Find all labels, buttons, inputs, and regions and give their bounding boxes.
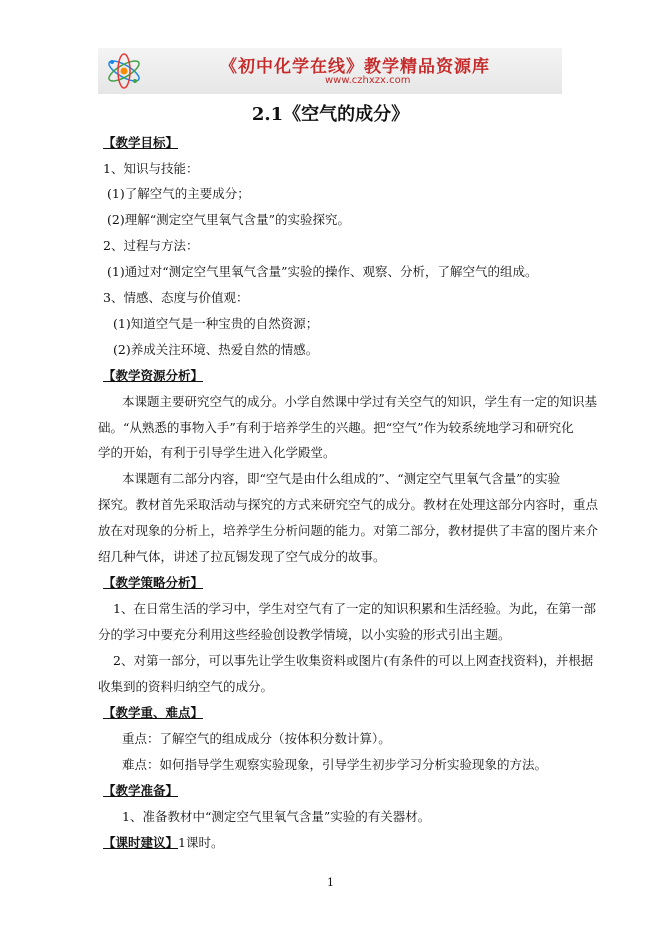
heading-preparation: 【教学准备】 <box>103 783 179 798</box>
body-line: 本课题有二部分内容，即“空气是由什么组成的”、“测定空气里氧气含量”的实验 <box>122 471 561 486</box>
heading-key-points: 【教学重、难点】 <box>103 705 204 720</box>
heading-strategy-analysis: 【教学策略分析】 <box>103 575 204 590</box>
body-line: 2、对第一部分，可以事先让学生收集资料或图片(有条件的可以上网查找资料)，并根据 <box>113 653 594 668</box>
body-line: (2)养成关注环境、热爱自然的情感。 <box>113 342 319 357</box>
body-line: 绍几种气体，讲述了拉瓦锡发现了空气成分的故事。 <box>98 549 386 564</box>
page-number: 1 <box>327 876 334 889</box>
body-line: (1)知道空气是一种宝贵的自然资源； <box>113 316 319 331</box>
body-line: 探究。教材首先采取活动与探究的方式来研究空气的成分。教材在处理这部分内容时，重点 <box>98 497 599 512</box>
heading-teaching-goals: 【教学目标】 <box>103 135 179 150</box>
body-line: 2、过程与方法： <box>103 238 199 253</box>
heading-resource-analysis: 【教学资源分析】 <box>103 368 204 383</box>
body-line: 收集到的资料归纳空气的成分。 <box>98 679 274 694</box>
body-line: 础。“从熟悉的事物入手”有利于培养学生的兴趣。把“空气”作为较系统地学习和研究化 <box>98 420 574 435</box>
body-line: 学的开始，有利于引导学生进入化学殿堂。 <box>98 445 336 460</box>
body-line: 分的学习中要充分利用这些经验创设教学情境，以小实验的形式引出主题。 <box>98 627 511 642</box>
body-line: (1)了解空气的主要成分； <box>107 186 250 201</box>
body-line: 难点：如何指导学生观察实验现象，引导学生初步学习分析实验现象的方法。 <box>122 757 548 772</box>
body-line: 重点：了解空气的组成成分（按体积分数计算）。 <box>122 731 391 746</box>
body-line: 放在对现象的分析上，培养学生分析问题的能力。对第二部分，教材提供了丰富的图片来介 <box>98 523 599 538</box>
atom-logo-icon <box>104 50 144 92</box>
class-hours-value: 1课时。 <box>178 835 224 850</box>
class-hours-line <box>103 835 223 851</box>
body-line: 1、准备教材中“测定空气里氧气含量”实验的有关器材。 <box>122 809 431 824</box>
body-line: (1)通过对“测定空气里氧气含量”实验的操作、观察、分析，了解空气的组成。 <box>107 264 538 279</box>
body-line: (2)理解“测定空气里氧气含量”的实验探究。 <box>107 212 350 227</box>
body-line: 1、知识与技能： <box>103 161 199 176</box>
heading-class-hours: 【课时建议】 <box>103 835 179 850</box>
body-line: 3、情感、态度与价值观： <box>103 290 249 305</box>
document-title: 2.1《空气的成分》 <box>251 104 410 125</box>
body-line: 本课题主要研究空气的成分。小学自然课中学过有关空气的知识，学生有一定的知识基 <box>122 394 598 409</box>
body-line: 1、在日常生活的学习中，学生对空气有了一定的知识积累和生活经验。为此，在第一部 <box>113 601 596 616</box>
banner-url: www.czhxzx.com <box>325 75 411 86</box>
banner-title: 《初中化学在线》教学精品资源库 <box>220 57 490 77</box>
header-banner <box>98 48 562 94</box>
